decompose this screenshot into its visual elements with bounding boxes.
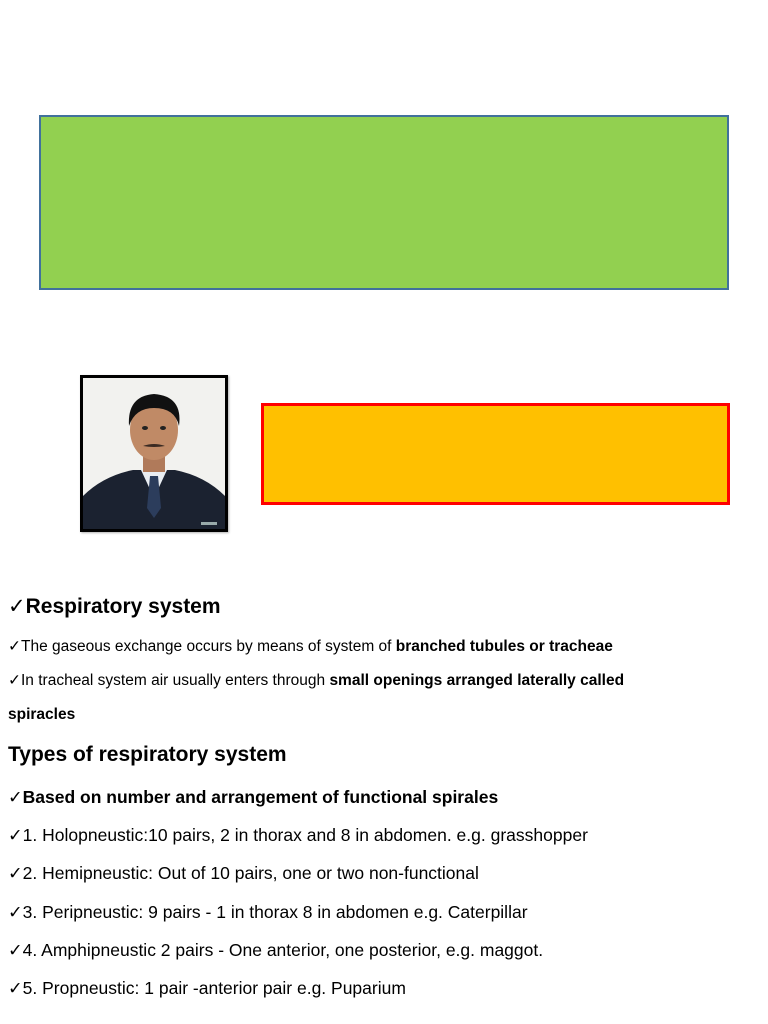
check-icon: ✓ [8, 941, 23, 961]
type-text: 3. Peripneustic: 9 pairs - 1 in thorax 8 in abdomen e.g. Caterpillar [22, 902, 528, 922]
bullet-tracheal-system-cont [8, 706, 75, 724]
bullet-text: The gaseous exchange occurs by means of system of [21, 638, 396, 655]
type-text: 2. Hemipneustic: Out of 10 pairs, one or two non-functional [22, 863, 479, 883]
bullet-bold-text: small openings arranged laterally called [329, 672, 625, 689]
type-item [8, 940, 543, 961]
check-icon: ✓ [8, 788, 23, 808]
type-item [8, 902, 528, 923]
check-icon: ✓ [8, 864, 23, 884]
check-icon: ✓ [8, 979, 23, 999]
bullet-bold-text: spiracles [8, 706, 76, 723]
types-basis [8, 787, 498, 808]
types-basis-text: Based on number and arrangement of functional spirales [22, 787, 499, 807]
type-item [8, 863, 479, 884]
title-box [39, 115, 729, 290]
presenter-photo [80, 375, 228, 532]
subtitle-box [261, 403, 730, 505]
types-heading: Types of respiratory system [8, 743, 287, 766]
type-item [8, 978, 406, 999]
type-text: 4. Amphipneustic 2 pairs - One anterior, one posterior, e.g. maggot. [22, 940, 544, 960]
check-icon: ✓ [8, 671, 21, 689]
check-icon: ✓ [8, 826, 23, 846]
respiratory-heading [8, 594, 221, 619]
type-text: 5. Propneustic: 1 pair -anterior pair e.g. Puparium [22, 978, 406, 998]
type-item [8, 825, 588, 846]
bullet-bold-text: branched tubules or tracheae [395, 638, 613, 655]
check-icon: ✓ [8, 903, 23, 923]
heading-text: Respiratory system [25, 595, 221, 618]
portrait-image [83, 378, 225, 529]
bullet-gaseous-exchange [8, 637, 613, 656]
bullet-text: In tracheal system air usually enters through [21, 672, 330, 689]
check-icon: ✓ [8, 637, 21, 655]
bullet-tracheal-system [8, 671, 624, 690]
check-icon: ✓ [8, 594, 26, 618]
type-text: 1. Holopneustic:10 pairs, 2 in thorax and 8 in abdomen. e.g. grasshopper [22, 825, 588, 845]
